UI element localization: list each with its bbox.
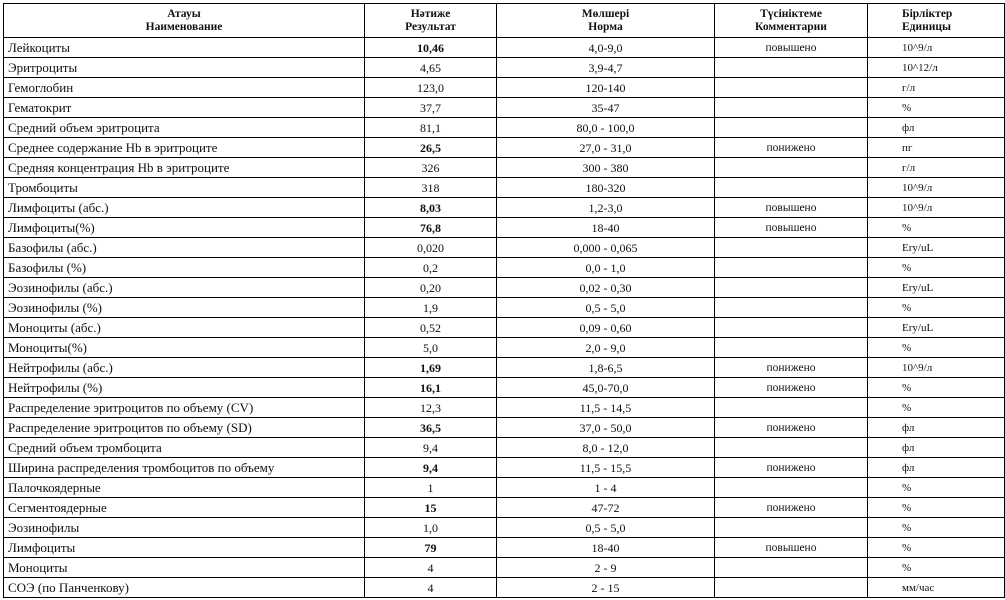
cell-norm: 4,0-9,0: [497, 38, 715, 58]
cell-name: Эозинофилы (абс.): [4, 278, 365, 298]
cell-comment: повышено: [715, 538, 868, 558]
cell-norm: 18-40: [497, 218, 715, 238]
table-row: [4, 478, 1005, 498]
cell-norm: 1,2-3,0: [497, 198, 715, 218]
cell-unit: %: [868, 518, 1005, 538]
cell-name: Гемоглобин: [4, 78, 365, 98]
cell-result: 10,46: [365, 38, 497, 58]
cell-name: Лимфоциты(%): [4, 218, 365, 238]
cell-comment: повышено: [715, 218, 868, 238]
cell-name: Эритроциты: [4, 58, 365, 78]
cell-name: Средний объем тромбоцита: [4, 438, 365, 458]
cell-result: 12,3: [365, 398, 497, 418]
cell-norm: 3,9-4,7: [497, 58, 715, 78]
cell-norm: 11,5 - 14,5: [497, 398, 715, 418]
cell-result: 1,0: [365, 518, 497, 538]
cell-name: Эозинофилы (%): [4, 298, 365, 318]
cell-unit: 10^9/л: [868, 38, 1005, 58]
cell-name: Базофилы (абс.): [4, 238, 365, 258]
table-row: [4, 438, 1005, 458]
cell-norm: 8,0 - 12,0: [497, 438, 715, 458]
cell-unit: 10^9/л: [868, 198, 1005, 218]
cell-norm: 0,09 - 0,60: [497, 318, 715, 338]
cell-result: 1: [365, 478, 497, 498]
cell-unit: пг: [868, 138, 1005, 158]
cell-name: Нейтрофилы (%): [4, 378, 365, 398]
header-result-ru: Результат: [405, 20, 456, 33]
cell-norm: 35-47: [497, 98, 715, 118]
cell-result: 81,1: [365, 118, 497, 138]
table-row: [4, 458, 1005, 478]
cell-norm: 1 - 4: [497, 478, 715, 498]
cell-unit: %: [868, 258, 1005, 278]
cell-result: 9,4: [365, 458, 497, 478]
cell-name: Лимфоциты: [4, 538, 365, 558]
header-unit-ru: Единицы: [902, 20, 951, 33]
cell-unit: 10^9/л: [868, 178, 1005, 198]
cell-comment: [715, 158, 868, 178]
cell-comment: [715, 178, 868, 198]
cell-unit: фл: [868, 458, 1005, 478]
table-row: [4, 318, 1005, 338]
table-row: [4, 258, 1005, 278]
cell-comment: [715, 518, 868, 538]
cell-comment: [715, 298, 868, 318]
header-comment: [715, 4, 868, 38]
cell-unit: фл: [868, 118, 1005, 138]
cell-unit: мм/час: [868, 578, 1005, 598]
header-norm-kz: Мөлшері: [581, 7, 630, 20]
cell-comment: [715, 118, 868, 138]
cell-comment: повышено: [715, 198, 868, 218]
cell-norm: 0,5 - 5,0: [497, 518, 715, 538]
table-row: [4, 278, 1005, 298]
cell-unit: %: [868, 378, 1005, 398]
cell-norm: 2 - 9: [497, 558, 715, 578]
header-row: [4, 4, 1005, 38]
table-row: [4, 98, 1005, 118]
table-header: [4, 4, 1005, 38]
cell-name: Базофилы (%): [4, 258, 365, 278]
cell-norm: 0,5 - 5,0: [497, 298, 715, 318]
cell-norm: 0,000 - 0,065: [497, 238, 715, 258]
cell-unit: Ery/uL: [868, 238, 1005, 258]
header-unit: [868, 4, 1005, 38]
cell-unit: %: [868, 478, 1005, 498]
header-norm-ru: Норма: [588, 20, 623, 33]
cell-unit: %: [868, 558, 1005, 578]
cell-norm: 2 - 15: [497, 578, 715, 598]
cell-result: 0,020: [365, 238, 497, 258]
lab-results-table: [3, 3, 1005, 598]
cell-result: 1,9: [365, 298, 497, 318]
cell-unit: фл: [868, 438, 1005, 458]
cell-comment: [715, 398, 868, 418]
cell-norm: 180-320: [497, 178, 715, 198]
header-name-ru: Наименование: [145, 20, 223, 33]
cell-unit: 10^9/л: [868, 358, 1005, 378]
table-row: [4, 158, 1005, 178]
cell-name: Средний объем эритроцита: [4, 118, 365, 138]
cell-result: 26,5: [365, 138, 497, 158]
cell-unit: %: [868, 338, 1005, 358]
cell-comment: [715, 98, 868, 118]
cell-comment: [715, 478, 868, 498]
cell-norm: 18-40: [497, 538, 715, 558]
cell-norm: 0,02 - 0,30: [497, 278, 715, 298]
table-row: [4, 518, 1005, 538]
cell-comment: [715, 318, 868, 338]
cell-result: 79: [365, 538, 497, 558]
cell-name: Моноциты: [4, 558, 365, 578]
table-row: [4, 418, 1005, 438]
cell-norm: 120-140: [497, 78, 715, 98]
cell-norm: 47-72: [497, 498, 715, 518]
table-row: [4, 78, 1005, 98]
cell-norm: 37,0 - 50,0: [497, 418, 715, 438]
cell-comment: [715, 278, 868, 298]
table-row: [4, 398, 1005, 418]
header-unit-kz: Бірліктер: [902, 7, 953, 20]
cell-norm: 0,0 - 1,0: [497, 258, 715, 278]
cell-unit: %: [868, 398, 1005, 418]
cell-comment: [715, 338, 868, 358]
cell-name: Моноциты(%): [4, 338, 365, 358]
cell-name: Лейкоциты: [4, 38, 365, 58]
table-row: [4, 578, 1005, 598]
cell-unit: г/л: [868, 78, 1005, 98]
cell-unit: %: [868, 218, 1005, 238]
cell-result: 9,4: [365, 438, 497, 458]
table-row: [4, 298, 1005, 318]
table-row: [4, 558, 1005, 578]
header-result: [365, 4, 497, 38]
cell-result: 0,2: [365, 258, 497, 278]
cell-comment: [715, 558, 868, 578]
cell-name: Палочкоядерные: [4, 478, 365, 498]
cell-comment: понижено: [715, 138, 868, 158]
table-row: [4, 198, 1005, 218]
cell-name: Сегментоядерные: [4, 498, 365, 518]
cell-unit: %: [868, 298, 1005, 318]
cell-result: 37,7: [365, 98, 497, 118]
cell-name: Распределение эритроцитов по объему (SD): [4, 418, 365, 438]
cell-unit: г/л: [868, 158, 1005, 178]
cell-norm: 80,0 - 100,0: [497, 118, 715, 138]
table-row: [4, 118, 1005, 138]
table-row: [4, 358, 1005, 378]
cell-result: 4,65: [365, 58, 497, 78]
cell-result: 123,0: [365, 78, 497, 98]
cell-unit: фл: [868, 418, 1005, 438]
cell-comment: [715, 438, 868, 458]
cell-result: 4: [365, 578, 497, 598]
cell-name: Лимфоциты (абс.): [4, 198, 365, 218]
header-name: [4, 4, 365, 38]
cell-name: Среднее содержание Hb в эритроците: [4, 138, 365, 158]
cell-result: 1,69: [365, 358, 497, 378]
cell-result: 4: [365, 558, 497, 578]
cell-norm: 1,8-6,5: [497, 358, 715, 378]
cell-comment: [715, 258, 868, 278]
cell-result: 36,5: [365, 418, 497, 438]
header-comment-kz: Түсініктеме: [760, 7, 822, 20]
cell-name: Ширина распределения тромбоцитов по объему: [4, 458, 365, 478]
header-comment-ru: Комментарии: [755, 20, 827, 33]
table-row: [4, 338, 1005, 358]
cell-comment: [715, 78, 868, 98]
table-row: [4, 538, 1005, 558]
cell-norm: 300 - 380: [497, 158, 715, 178]
cell-comment: понижено: [715, 498, 868, 518]
cell-comment: понижено: [715, 378, 868, 398]
cell-norm: 11,5 - 15,5: [497, 458, 715, 478]
table-row: [4, 378, 1005, 398]
cell-comment: понижено: [715, 358, 868, 378]
cell-unit: Ery/uL: [868, 318, 1005, 338]
cell-unit: Ery/uL: [868, 278, 1005, 298]
cell-name: Распределение эритроцитов по объему (CV): [4, 398, 365, 418]
table-row: [4, 138, 1005, 158]
table-row: [4, 218, 1005, 238]
cell-name: Нейтрофилы (абс.): [4, 358, 365, 378]
cell-comment: понижено: [715, 458, 868, 478]
cell-result: 326: [365, 158, 497, 178]
cell-comment: повышено: [715, 38, 868, 58]
cell-comment: [715, 238, 868, 258]
table-row: [4, 178, 1005, 198]
cell-comment: [715, 58, 868, 78]
cell-result: 318: [365, 178, 497, 198]
cell-name: Эозинофилы: [4, 518, 365, 538]
cell-result: 16,1: [365, 378, 497, 398]
cell-result: 15: [365, 498, 497, 518]
table-row: [4, 238, 1005, 258]
cell-name: Тромбоциты: [4, 178, 365, 198]
cell-unit: 10^12/л: [868, 58, 1005, 78]
header-norm: [497, 4, 715, 38]
header-name-kz: Атауы: [167, 7, 201, 20]
cell-result: 8,03: [365, 198, 497, 218]
cell-name: Средняя концентрация Hb в эритроците: [4, 158, 365, 178]
cell-comment: [715, 578, 868, 598]
cell-name: Гематокрит: [4, 98, 365, 118]
cell-norm: 27,0 - 31,0: [497, 138, 715, 158]
cell-name: СОЭ (по Панченкову): [4, 578, 365, 598]
cell-unit: %: [868, 498, 1005, 518]
cell-unit: %: [868, 98, 1005, 118]
cell-norm: 2,0 - 9,0: [497, 338, 715, 358]
cell-result: 0,52: [365, 318, 497, 338]
cell-comment: понижено: [715, 418, 868, 438]
cell-unit: %: [868, 538, 1005, 558]
table-row: [4, 498, 1005, 518]
cell-result: 0,20: [365, 278, 497, 298]
table-body: [4, 38, 1005, 598]
table-row: [4, 38, 1005, 58]
header-result-kz: Нәтиже: [410, 7, 451, 20]
cell-result: 76,8: [365, 218, 497, 238]
table-row: [4, 58, 1005, 78]
cell-norm: 45,0-70,0: [497, 378, 715, 398]
cell-result: 5,0: [365, 338, 497, 358]
cell-name: Моноциты (абс.): [4, 318, 365, 338]
